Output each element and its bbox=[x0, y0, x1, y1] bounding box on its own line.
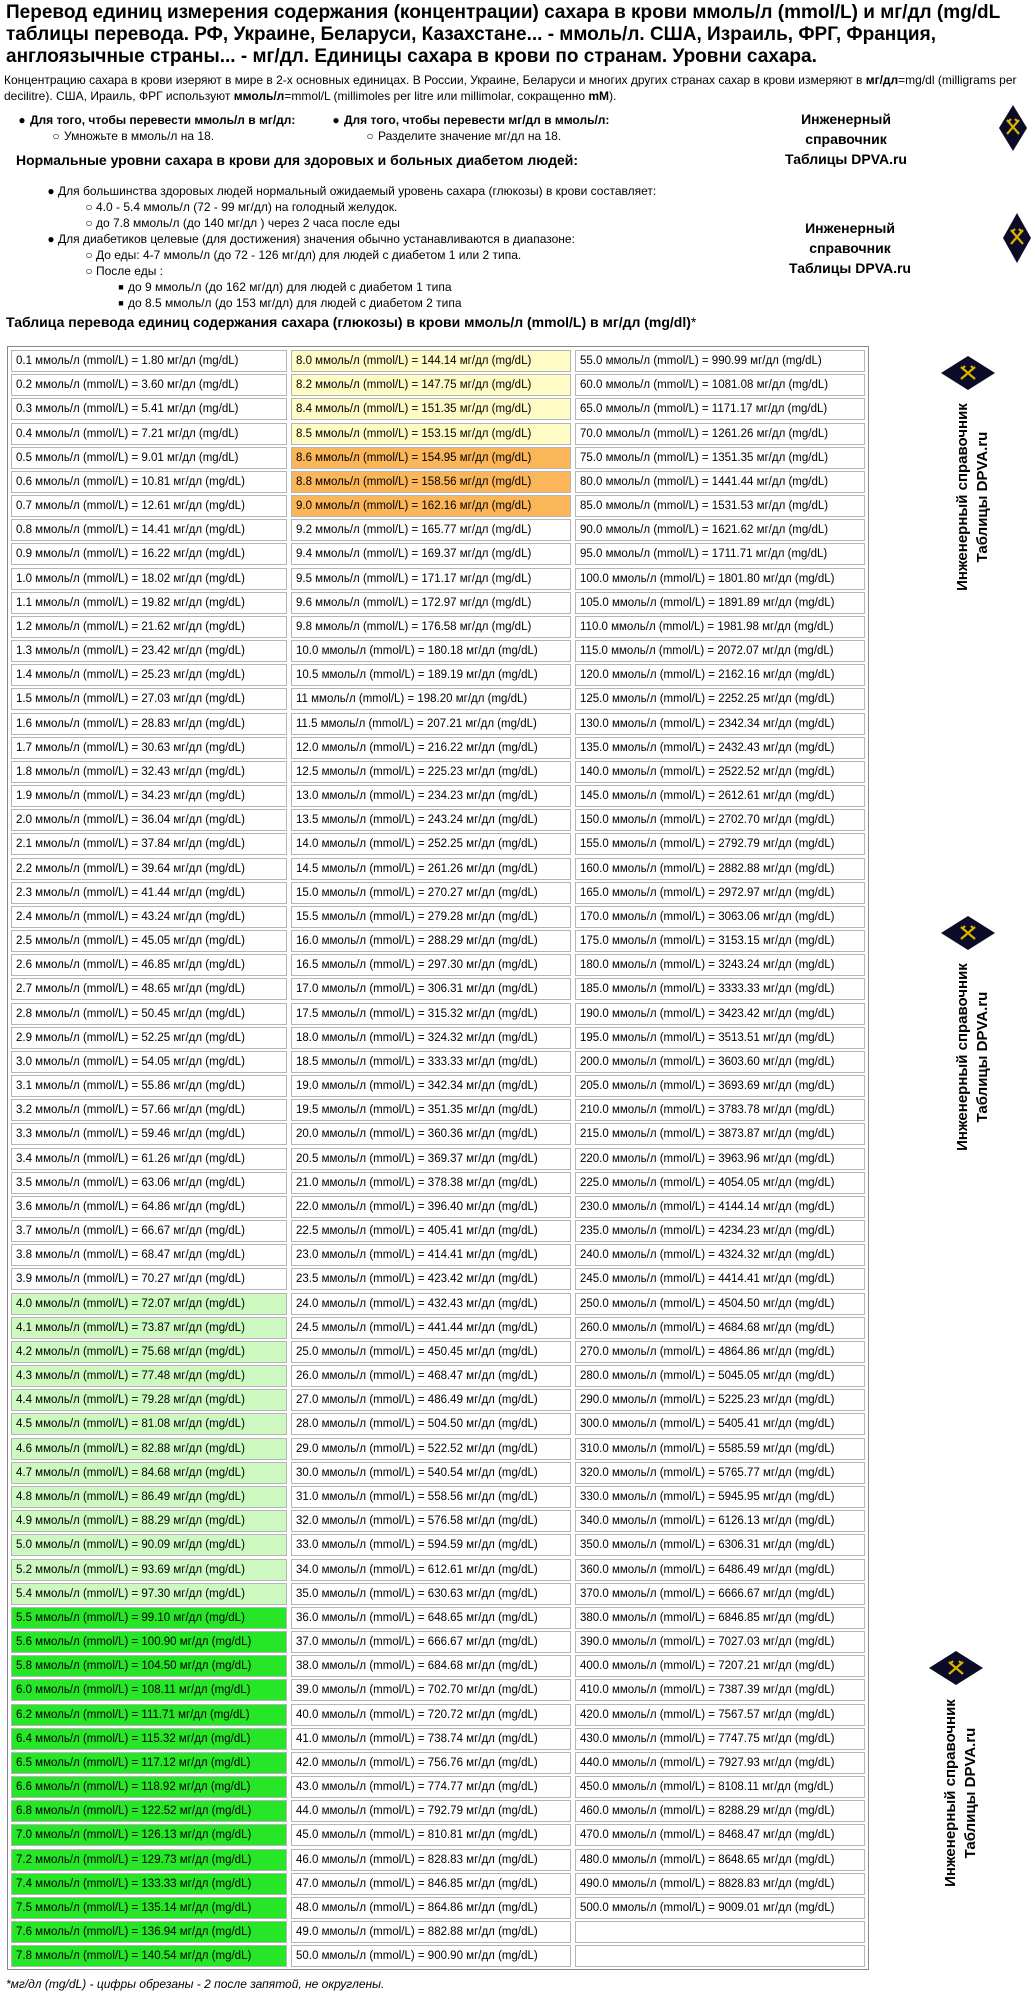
table-cell: 400.0 ммоль/л (mmol/L) = 7207.21 мг/дл (mg/dL) bbox=[575, 1655, 865, 1677]
table-cell: 3.1 ммоль/л (mmol/L) = 55.86 мг/дл (mg/dL) bbox=[11, 1075, 287, 1097]
table-cell: 4.9 ммоль/л (mmol/L) = 88.29 мг/дл (mg/dL) bbox=[11, 1510, 287, 1532]
table-cell: 205.0 ммоль/л (mmol/L) = 3693.69 мг/дл (mg/dL) bbox=[575, 1075, 865, 1097]
logo-line-2: Таблицы DPVA.ru bbox=[974, 991, 991, 1123]
table-cell: 46.0 ммоль/л (mmol/L) = 828.83 мг/дл (mg/dL) bbox=[291, 1849, 571, 1871]
table-cell: 1.7 ммоль/л (mmol/L) = 30.63 мг/дл (mg/dL) bbox=[11, 737, 287, 759]
table-cell: 165.0 ммоль/л (mmol/L) = 2972.97 мг/дл (mg/dL) bbox=[575, 882, 865, 904]
table-cell: 23.0 ммоль/л (mmol/L) = 414.41 мг/дл (mg/dL) bbox=[291, 1244, 571, 1266]
table-cell: 18.5 ммоль/л (mmol/L) = 333.33 мг/дл (mg/dL) bbox=[291, 1051, 571, 1073]
table-cell: 370.0 ммоль/л (mmol/L) = 6666.67 мг/дл (mg/dL) bbox=[575, 1583, 865, 1605]
list-item bbox=[44, 199, 656, 215]
dpva-vertical-logo[interactable] bbox=[945, 392, 1005, 602]
table-cell: 3.2 ммоль/л (mmol/L) = 57.66 мг/дл (mg/dL) bbox=[11, 1099, 287, 1121]
table-cell: 2.2 ммоль/л (mmol/L) = 39.64 мг/дл (mg/dL) bbox=[11, 858, 287, 880]
bullet-icon: ● bbox=[47, 232, 55, 246]
table-cell: 0.1 ммоль/л (mmol/L) = 1.80 мг/дл (mg/dL) bbox=[11, 350, 287, 372]
table-cell: 9.2 ммоль/л (mmol/L) = 165.77 мг/дл (mg/dL) bbox=[291, 519, 571, 541]
list-item-text: 4.0 - 5.4 ммоль/л (72 - 99 мг/дл) на голодный желудок. bbox=[96, 200, 398, 214]
table-cell: 230.0 ммоль/л (mmol/L) = 4144.14 мг/дл (mg/dL) bbox=[575, 1196, 865, 1218]
table-cell: 12.0 ммоль/л (mmol/L) = 216.22 мг/дл (mg/dL) bbox=[291, 737, 571, 759]
circle-bullet-icon: ○ bbox=[366, 129, 374, 143]
table-cell: 480.0 ммоль/л (mmol/L) = 8648.65 мг/дл (mg/dL) bbox=[575, 1849, 865, 1871]
table-cell: 30.0 ммоль/л (mmol/L) = 540.54 мг/дл (mg/dL) bbox=[291, 1462, 571, 1484]
table-cell: 85.0 ммоль/л (mmol/L) = 1531.53 мг/дл (mg/dL) bbox=[575, 495, 865, 517]
table-cell: 38.0 ммоль/л (mmol/L) = 684.68 мг/дл (mg/dL) bbox=[291, 1655, 571, 1677]
table-cell: 1.6 ммоль/л (mmol/L) = 28.83 мг/дл (mg/dL) bbox=[11, 713, 287, 735]
table-cell: 22.5 ммоль/л (mmol/L) = 405.41 мг/дл (mg/dL) bbox=[291, 1220, 571, 1242]
page-title: Перевод единиц измерения содержания (концентрации) сахара в крови ммоль/л (mmol/L) и мг/дл (mg/dL таблицы перевода. РФ, Украине, Беларуси, Казахстане... - ммоль/л. США, Израиль, ФРГ, Франция, англоязычные страны... - мг/дл. Единицы сахара в крови по странам. Уровни сахара. bbox=[6, 2, 1000, 67]
list-item-text: до 7.8 ммоль/л (до 140 мг/дл ) через 2 часа после еды bbox=[96, 216, 400, 230]
table-cell: 470.0 ммоль/л (mmol/L) = 8468.47 мг/дл (mg/dL) bbox=[575, 1824, 865, 1846]
table-cell: 5.0 ммоль/л (mmol/L) = 90.09 мг/дл (mg/dL) bbox=[11, 1534, 287, 1556]
table-cell: 340.0 ммоль/л (mmol/L) = 6126.13 мг/дл (mg/dL) bbox=[575, 1510, 865, 1532]
table-cell: 220.0 ммоль/л (mmol/L) = 3963.96 мг/дл (mg/dL) bbox=[575, 1148, 865, 1170]
list-item bbox=[44, 279, 656, 295]
table-cell: 49.0 ммоль/л (mmol/L) = 882.88 мг/дл (mg/dL) bbox=[291, 1921, 571, 1943]
table-cell: 5.4 ммоль/л (mmol/L) = 97.30 мг/дл (mg/dL) bbox=[11, 1583, 287, 1605]
dpva-diamond-icon bbox=[1002, 212, 1032, 264]
table-cell: 44.0 ммоль/л (mmol/L) = 792.79 мг/дл (mg/dL) bbox=[291, 1800, 571, 1822]
table-cell: 2.7 ммоль/л (mmol/L) = 48.65 мг/дл (mg/dL) bbox=[11, 978, 287, 1000]
table-cell: 23.5 ммоль/л (mmol/L) = 423.42 мг/дл (mg/dL) bbox=[291, 1268, 571, 1290]
table-cell: 190.0 ммоль/л (mmol/L) = 3423.42 мг/дл (mg/dL) bbox=[575, 1003, 865, 1025]
table-cell: 9.4 ммоль/л (mmol/L) = 169.37 мг/дл (mg/dL) bbox=[291, 543, 571, 565]
dpva-vertical-logo[interactable] bbox=[933, 1688, 993, 1898]
table-cell: 120.0 ммоль/л (mmol/L) = 2162.16 мг/дл (mg/dL) bbox=[575, 664, 865, 686]
table-cell: 7.0 ммоль/л (mmol/L) = 126.13 мг/дл (mg/dL) bbox=[11, 1824, 287, 1846]
dpva-vertical-logo[interactable] bbox=[945, 952, 1005, 1162]
table-cell: 7.2 ммоль/л (mmol/L) = 129.73 мг/дл (mg/dL) bbox=[11, 1849, 287, 1871]
list-item bbox=[44, 183, 656, 199]
table-cell: 32.0 ммоль/л (mmol/L) = 576.58 мг/дл (mg/dL) bbox=[291, 1510, 571, 1532]
logo-vertical-text bbox=[953, 952, 993, 1162]
square-bullet-icon: ■ bbox=[118, 298, 124, 308]
logo-line-1: Инженерный справочник bbox=[805, 220, 895, 256]
table-cell: 225.0 ммоль/л (mmol/L) = 4054.05 мг/дл (mg/dL) bbox=[575, 1172, 865, 1194]
logo-line-2: Таблицы DPVA.ru bbox=[785, 151, 907, 167]
table-cell: 95.0 ммоль/л (mmol/L) = 1711.71 мг/дл (mg/dL) bbox=[575, 543, 865, 565]
table-cell: 135.0 ммоль/л (mmol/L) = 2432.43 мг/дл (mg/dL) bbox=[575, 737, 865, 759]
table-cell: 460.0 ммоль/л (mmol/L) = 8288.29 мг/дл (mg/dL) bbox=[575, 1800, 865, 1822]
table-cell: 39.0 ммоль/л (mmol/L) = 702.70 мг/дл (mg/dL) bbox=[291, 1679, 571, 1701]
table-cell: 29.0 ммоль/л (mmol/L) = 522.52 мг/дл (mg/dL) bbox=[291, 1438, 571, 1460]
table-cell: 240.0 ммоль/л (mmol/L) = 4324.32 мг/дл (mg/dL) bbox=[575, 1244, 865, 1266]
logo-line-1: Инженерный справочник bbox=[942, 1699, 959, 1887]
table-cell: 2.3 ммоль/л (mmol/L) = 41.44 мг/дл (mg/dL) bbox=[11, 882, 287, 904]
table-cell: 14.0 ммоль/л (mmol/L) = 252.25 мг/дл (mg/dL) bbox=[291, 833, 571, 855]
table-cell: 9.0 ммоль/л (mmol/L) = 162.16 мг/дл (mg/dL) bbox=[291, 495, 571, 517]
list-item bbox=[44, 295, 656, 311]
logo-line-2: Таблицы DPVA.ru bbox=[974, 431, 991, 563]
table-cell: 8.4 ммоль/л (mmol/L) = 151.35 мг/дл (mg/dL) bbox=[291, 398, 571, 420]
table-cell: 10.0 ммоль/л (mmol/L) = 180.18 мг/дл (mg/dL) bbox=[291, 640, 571, 662]
table-cell: 27.0 ммоль/л (mmol/L) = 486.49 мг/дл (mg/dL) bbox=[291, 1389, 571, 1411]
table-cell: 130.0 ммоль/л (mmol/L) = 2342.34 мг/дл (mg/dL) bbox=[575, 713, 865, 735]
table-cell: 410.0 ммоль/л (mmol/L) = 7387.39 мг/дл (mg/dL) bbox=[575, 1679, 865, 1701]
table-cell: 390.0 ммоль/л (mmol/L) = 7027.03 мг/дл (mg/dL) bbox=[575, 1631, 865, 1653]
table-cell: 17.0 ммоль/л (mmol/L) = 306.31 мг/дл (mg/dL) bbox=[291, 978, 571, 1000]
list-item bbox=[44, 215, 656, 231]
table-cell: 290.0 ммоль/л (mmol/L) = 5225.23 мг/дл (mg/dL) bbox=[575, 1389, 865, 1411]
table-cell: 47.0 ммоль/л (mmol/L) = 846.85 мг/дл (mg/dL) bbox=[291, 1873, 571, 1895]
table-cell: 50.0 ммоль/л (mmol/L) = 900.90 мг/дл (mg/dL) bbox=[291, 1945, 571, 1967]
footnote-marker: * bbox=[690, 314, 697, 330]
table-cell: 16.5 ммоль/л (mmol/L) = 297.30 мг/дл (mg/dL) bbox=[291, 954, 571, 976]
table-cell: 25.0 ммоль/л (mmol/L) = 450.45 мг/дл (mg/dL) bbox=[291, 1341, 571, 1363]
table-cell: 4.0 ммоль/л (mmol/L) = 72.07 мг/дл (mg/dL) bbox=[11, 1293, 287, 1315]
table-cell: 3.5 ммоль/л (mmol/L) = 63.06 мг/дл (mg/dL) bbox=[11, 1172, 287, 1194]
table-cell: 55.0 ммоль/л (mmol/L) = 990.99 мг/дл (mg/dL) bbox=[575, 350, 865, 372]
table-cell: 3.7 ммоль/л (mmol/L) = 66.67 мг/дл (mg/dL) bbox=[11, 1220, 287, 1242]
table-cell: 65.0 ммоль/л (mmol/L) = 1171.17 мг/дл (mg/dL) bbox=[575, 398, 865, 420]
list-item-text: до 9 ммоль/л (до 162 мг/дл) для людей с диабетом 1 типа bbox=[128, 280, 452, 294]
intro-unit-mm: mM bbox=[588, 89, 610, 103]
table-cell: 28.0 ммоль/л (mmol/L) = 504.50 мг/дл (mg/dL) bbox=[291, 1413, 571, 1435]
square-bullet-icon: ■ bbox=[118, 282, 124, 292]
table-cell: 14.5 ммоль/л (mmol/L) = 261.26 мг/дл (mg/dL) bbox=[291, 858, 571, 880]
table-cell: 2.9 ммоль/л (mmol/L) = 52.25 мг/дл (mg/dL) bbox=[11, 1027, 287, 1049]
table-cell: 3.9 ммоль/л (mmol/L) = 70.27 мг/дл (mg/dL) bbox=[11, 1268, 287, 1290]
table-cell: 0.6 ммоль/л (mmol/L) = 10.81 мг/дл (mg/dL) bbox=[11, 471, 287, 493]
table-cell: 450.0 ммоль/л (mmol/L) = 8108.11 мг/дл (mg/dL) bbox=[575, 1776, 865, 1798]
table-cell: 3.0 ммоль/л (mmol/L) = 54.05 мг/дл (mg/dL) bbox=[11, 1051, 287, 1073]
normal-levels-list bbox=[44, 183, 656, 311]
table-cell: 33.0 ммоль/л (mmol/L) = 594.59 мг/дл (mg/dL) bbox=[291, 1534, 571, 1556]
intro-text: ). bbox=[609, 89, 617, 103]
list-item-text: до 8.5 ммоль/л (до 153 мг/дл) для людей с диабетом 2 типа bbox=[128, 296, 462, 310]
intro-text: =mg/dl (milligrams per decilitre). США, Ираиль, ФРГ используют bbox=[4, 73, 1017, 103]
table-cell: 7.5 ммоль/л (mmol/L) = 135.14 мг/дл (mg/dL) bbox=[11, 1897, 287, 1919]
table-cell: 18.0 ммоль/л (mmol/L) = 324.32 мг/дл (mg/dL) bbox=[291, 1027, 571, 1049]
logo-line-2: Таблицы DPVA.ru bbox=[962, 1727, 979, 1859]
footnote: *мг/дл (mg/dL) - цифры обрезаны - 2 после запятой, не округлены. bbox=[6, 1977, 385, 1991]
table-cell: 4.5 ммоль/л (mmol/L) = 81.08 мг/дл (mg/dL) bbox=[11, 1413, 287, 1435]
table-cell: 1.9 ммоль/л (mmol/L) = 34.23 мг/дл (mg/dL) bbox=[11, 785, 287, 807]
table-cell: 490.0 ммоль/л (mmol/L) = 8828.83 мг/дл (mg/dL) bbox=[575, 1873, 865, 1895]
howto-heading: Для того, чтобы перевести мг/дл в ммоль/л: bbox=[344, 113, 610, 127]
table-cell: 19.0 ммоль/л (mmol/L) = 342.34 мг/дл (mg/dL) bbox=[291, 1075, 571, 1097]
table-cell: 35.0 ммоль/л (mmol/L) = 630.63 мг/дл (mg/dL) bbox=[291, 1583, 571, 1605]
dpva-logo[interactable] bbox=[770, 218, 930, 278]
intro-paragraph bbox=[4, 72, 1024, 104]
table-cell: 70.0 ммоль/л (mmol/L) = 1261.26 мг/дл (mg/dL) bbox=[575, 423, 865, 445]
table-cell: 170.0 ммоль/л (mmol/L) = 3063.06 мг/дл (mg/dL) bbox=[575, 906, 865, 928]
table-cell: 75.0 ммоль/л (mmol/L) = 1351.35 мг/дл (mg/dL) bbox=[575, 447, 865, 469]
list-item-text: Для большинства здоровых людей нормальный ожидаемый уровень сахара (глюкозы) в крови составляет: bbox=[58, 184, 657, 198]
conversion-table bbox=[7, 346, 869, 1970]
dpva-diamond-icon bbox=[998, 104, 1028, 152]
table-cell bbox=[575, 1921, 865, 1943]
table-cell: 12.5 ммоль/л (mmol/L) = 225.23 мг/дл (mg/dL) bbox=[291, 761, 571, 783]
table-cell: 250.0 ммоль/л (mmol/L) = 4504.50 мг/дл (mg/dL) bbox=[575, 1293, 865, 1315]
table-cell: 22.0 ммоль/л (mmol/L) = 396.40 мг/дл (mg/dL) bbox=[291, 1196, 571, 1218]
table-cell: 4.7 ммоль/л (mmol/L) = 84.68 мг/дл (mg/dL) bbox=[11, 1462, 287, 1484]
table-cell: 320.0 ммоль/л (mmol/L) = 5765.77 мг/дл (mg/dL) bbox=[575, 1462, 865, 1484]
table-cell: 115.0 ммоль/л (mmol/L) = 2072.07 мг/дл (mg/dL) bbox=[575, 640, 865, 662]
table-cell: 245.0 ммоль/л (mmol/L) = 4414.41 мг/дл (mg/dL) bbox=[575, 1268, 865, 1290]
table-cell: 440.0 ммоль/л (mmol/L) = 7927.93 мг/дл (mg/dL) bbox=[575, 1752, 865, 1774]
table-cell: 41.0 ммоль/л (mmol/L) = 738.74 мг/дл (mg/dL) bbox=[291, 1728, 571, 1750]
table-cell: 34.0 ммоль/л (mmol/L) = 612.61 мг/дл (mg/dL) bbox=[291, 1559, 571, 1581]
list-item-text: После еды : bbox=[96, 264, 164, 278]
table-cell: 2.1 ммоль/л (mmol/L) = 37.84 мг/дл (mg/dL) bbox=[11, 833, 287, 855]
table-cell: 155.0 ммоль/л (mmol/L) = 2792.79 мг/дл (mg/dL) bbox=[575, 833, 865, 855]
table-cell: 5.5 ммоль/л (mmol/L) = 99.10 мг/дл (mg/dL) bbox=[11, 1607, 287, 1629]
table-cell: 13.5 ммоль/л (mmol/L) = 243.24 мг/дл (mg/dL) bbox=[291, 809, 571, 831]
table-cell: 1.8 ммоль/л (mmol/L) = 32.43 мг/дл (mg/dL) bbox=[11, 761, 287, 783]
table-cell: 280.0 ммоль/л (mmol/L) = 5045.05 мг/дл (mg/dL) bbox=[575, 1365, 865, 1387]
table-cell: 8.8 ммоль/л (mmol/L) = 158.56 мг/дл (mg/dL) bbox=[291, 471, 571, 493]
table-cell: 3.6 ммоль/л (mmol/L) = 64.86 мг/дл (mg/dL) bbox=[11, 1196, 287, 1218]
table-cell: 215.0 ммоль/л (mmol/L) = 3873.87 мг/дл (mg/dL) bbox=[575, 1123, 865, 1145]
dpva-logo[interactable] bbox=[766, 109, 926, 169]
table-cell: 4.4 ммоль/л (mmol/L) = 79.28 мг/дл (mg/dL) bbox=[11, 1389, 287, 1411]
table-cell: 1.3 ммоль/л (mmol/L) = 23.42 мг/дл (mg/dL) bbox=[11, 640, 287, 662]
table-cell: 7.4 ммоль/л (mmol/L) = 133.33 мг/дл (mg/dL) bbox=[11, 1873, 287, 1895]
table-cell: 1.2 ммоль/л (mmol/L) = 21.62 мг/дл (mg/dL) bbox=[11, 616, 287, 638]
table-cell: 2.0 ммоль/л (mmol/L) = 36.04 мг/дл (mg/dL) bbox=[11, 809, 287, 831]
logo-line-1: Инженерный справочник bbox=[954, 963, 971, 1151]
table-cell: 195.0 ммоль/л (mmol/L) = 3513.51 мг/дл (mg/dL) bbox=[575, 1027, 865, 1049]
normal-levels-heading: Нормальные уровни сахара в крови для здоровых и больных диабетом людей: bbox=[16, 152, 579, 168]
table-cell: 310.0 ммоль/л (mmol/L) = 5585.59 мг/дл (mg/dL) bbox=[575, 1438, 865, 1460]
table-cell: 3.3 ммоль/л (mmol/L) = 59.46 мг/дл (mg/dL) bbox=[11, 1123, 287, 1145]
table-cell: 43.0 ммоль/л (mmol/L) = 774.77 мг/дл (mg/dL) bbox=[291, 1776, 571, 1798]
table-cell: 6.8 ммоль/л (mmol/L) = 122.52 мг/дл (mg/dL) bbox=[11, 1800, 287, 1822]
table-cell: 9.5 ммоль/л (mmol/L) = 171.17 мг/дл (mg/dL) bbox=[291, 568, 571, 590]
table-cell: 420.0 ммоль/л (mmol/L) = 7567.57 мг/дл (mg/dL) bbox=[575, 1704, 865, 1726]
table-cell: 80.0 ммоль/л (mmol/L) = 1441.44 мг/дл (mg/dL) bbox=[575, 471, 865, 493]
table-cell: 4.8 ммоль/л (mmol/L) = 86.49 мг/дл (mg/dL) bbox=[11, 1486, 287, 1508]
table-cell: 5.6 ммоль/л (mmol/L) = 100.90 мг/дл (mg/dL) bbox=[11, 1631, 287, 1653]
table-cell: 20.5 ммоль/л (mmol/L) = 369.37 мг/дл (mg/dL) bbox=[291, 1148, 571, 1170]
table-cell: 21.0 ммоль/л (mmol/L) = 378.38 мг/дл (mg/dL) bbox=[291, 1172, 571, 1194]
table-cell: 0.7 ммоль/л (mmol/L) = 12.61 мг/дл (mg/dL) bbox=[11, 495, 287, 517]
table-cell: 40.0 ммоль/л (mmol/L) = 720.72 мг/дл (mg/dL) bbox=[291, 1704, 571, 1726]
table-cell: 11 ммоль/л (mmol/L) = 198.20 мг/дл (mg/dL) bbox=[291, 688, 571, 710]
table-cell: 3.8 ммоль/л (mmol/L) = 68.47 мг/дл (mg/dL) bbox=[11, 1244, 287, 1266]
table-cell: 9.8 ммоль/л (mmol/L) = 176.58 мг/дл (mg/dL) bbox=[291, 616, 571, 638]
table-cell: 2.8 ммоль/л (mmol/L) = 50.45 мг/дл (mg/dL) bbox=[11, 1003, 287, 1025]
table-cell: 175.0 ммоль/л (mmol/L) = 3153.15 мг/дл (mg/dL) bbox=[575, 930, 865, 952]
table-cell: 24.5 ммоль/л (mmol/L) = 441.44 мг/дл (mg/dL) bbox=[291, 1317, 571, 1339]
bullet-icon: ● bbox=[47, 184, 55, 198]
circle-bullet-icon: ○ bbox=[85, 248, 93, 262]
table-cell: 210.0 ммоль/л (mmol/L) = 3783.78 мг/дл (mg/dL) bbox=[575, 1099, 865, 1121]
list-item-text: Для диабетиков целевые (для достижения) значения обычно устанавливаются в диапазоне: bbox=[58, 232, 575, 246]
table-cell bbox=[575, 1945, 865, 1967]
table-cell: 2.5 ммоль/л (mmol/L) = 45.05 мг/дл (mg/dL) bbox=[11, 930, 287, 952]
table-cell: 110.0 ммоль/л (mmol/L) = 1981.98 мг/дл (mg/dL) bbox=[575, 616, 865, 638]
table-cell: 0.2 ммоль/л (mmol/L) = 3.60 мг/дл (mg/dL) bbox=[11, 374, 287, 396]
table-cell: 105.0 ммоль/л (mmol/L) = 1891.89 мг/дл (mg/dL) bbox=[575, 592, 865, 614]
table-cell: 48.0 ммоль/л (mmol/L) = 864.86 мг/дл (mg/dL) bbox=[291, 1897, 571, 1919]
table-cell: 125.0 ммоль/л (mmol/L) = 2252.25 мг/дл (mg/dL) bbox=[575, 688, 865, 710]
howto-heading: Для того, чтобы перевести ммоль/л в мг/дл: bbox=[30, 113, 296, 127]
table-cell: 1.5 ммоль/л (mmol/L) = 27.03 мг/дл (mg/dL) bbox=[11, 688, 287, 710]
table-cell: 2.4 ммоль/л (mmol/L) = 43.24 мг/дл (mg/dL) bbox=[11, 906, 287, 928]
table-cell: 17.5 ммоль/л (mmol/L) = 315.32 мг/дл (mg/dL) bbox=[291, 1003, 571, 1025]
table-cell: 0.5 ммоль/л (mmol/L) = 9.01 мг/дл (mg/dL) bbox=[11, 447, 287, 469]
table-cell: 185.0 ммоль/л (mmol/L) = 3333.33 мг/дл (mg/dL) bbox=[575, 978, 865, 1000]
circle-bullet-icon: ○ bbox=[52, 129, 60, 143]
table-cell: 6.6 ммоль/л (mmol/L) = 118.92 мг/дл (mg/dL) bbox=[11, 1776, 287, 1798]
table-cell: 270.0 ммоль/л (mmol/L) = 4864.86 мг/дл (mg/dL) bbox=[575, 1341, 865, 1363]
list-item-text: До еды: 4-7 ммоль/л (до 72 - 126 мг/дл) для людей с диабетом 1 или 2 типа. bbox=[96, 248, 522, 262]
table-cell: 235.0 ммоль/л (mmol/L) = 4234.23 мг/дл (mg/dL) bbox=[575, 1220, 865, 1242]
table-cell: 5.8 ммоль/л (mmol/L) = 104.50 мг/дл (mg/dL) bbox=[11, 1655, 287, 1677]
table-cell: 7.8 ммоль/л (mmol/L) = 140.54 мг/дл (mg/dL) bbox=[11, 1945, 287, 1967]
logo-line-1: Инженерный справочник bbox=[801, 111, 891, 147]
list-item bbox=[44, 231, 656, 247]
table-cell: 200.0 ммоль/л (mmol/L) = 3603.60 мг/дл (mg/dL) bbox=[575, 1051, 865, 1073]
circle-bullet-icon: ○ bbox=[85, 264, 93, 278]
bullet-icon: ● bbox=[332, 113, 340, 127]
table-cell: 15.0 ммоль/л (mmol/L) = 270.27 мг/дл (mg/dL) bbox=[291, 882, 571, 904]
table-cell: 360.0 ммоль/л (mmol/L) = 6486.49 мг/дл (mg/dL) bbox=[575, 1559, 865, 1581]
logo-line-1: Инженерный справочник bbox=[954, 403, 971, 591]
table-cell: 37.0 ммоль/л (mmol/L) = 666.67 мг/дл (mg/dL) bbox=[291, 1631, 571, 1653]
table-cell: 145.0 ммоль/л (mmol/L) = 2612.61 мг/дл (mg/dL) bbox=[575, 785, 865, 807]
circle-bullet-icon: ○ bbox=[85, 216, 93, 230]
table-cell: 90.0 ммоль/л (mmol/L) = 1621.62 мг/дл (mg/dL) bbox=[575, 519, 865, 541]
table-cell: 16.0 ммоль/л (mmol/L) = 288.29 мг/дл (mg/dL) bbox=[291, 930, 571, 952]
table-cell: 260.0 ммоль/л (mmol/L) = 4684.68 мг/дл (mg/dL) bbox=[575, 1317, 865, 1339]
table-cell: 4.3 ммоль/л (mmol/L) = 77.48 мг/дл (mg/dL) bbox=[11, 1365, 287, 1387]
table-cell: 10.5 ммоль/л (mmol/L) = 189.19 мг/дл (mg/dL) bbox=[291, 664, 571, 686]
table-cell: 42.0 ммоль/л (mmol/L) = 756.76 мг/дл (mg/dL) bbox=[291, 1752, 571, 1774]
table-cell: 1.1 ммоль/л (mmol/L) = 19.82 мг/дл (mg/dL) bbox=[11, 592, 287, 614]
table-cell: 0.4 ммоль/л (mmol/L) = 7.21 мг/дл (mg/dL) bbox=[11, 423, 287, 445]
intro-unit-mgdl: мг/дл bbox=[865, 73, 899, 87]
table-cell: 2.6 ммоль/л (mmol/L) = 46.85 мг/дл (mg/dL) bbox=[11, 954, 287, 976]
table-cell: 330.0 ммоль/л (mmol/L) = 5945.95 мг/дл (mg/dL) bbox=[575, 1486, 865, 1508]
dpva-diamond-icon bbox=[940, 915, 996, 951]
table-cell: 500.0 ммоль/л (mmol/L) = 9009.01 мг/дл (mg/dL) bbox=[575, 1897, 865, 1919]
howto-step: Разделите значение мг/дл на 18. bbox=[378, 129, 562, 143]
table-cell: 13.0 ммоль/л (mmol/L) = 234.23 мг/дл (mg/dL) bbox=[291, 785, 571, 807]
table-cell: 140.0 ммоль/л (mmol/L) = 2522.52 мг/дл (mg/dL) bbox=[575, 761, 865, 783]
table-cell: 160.0 ммоль/л (mmol/L) = 2882.88 мг/дл (mg/dL) bbox=[575, 858, 865, 880]
table-caption-text: Таблица перевода единиц содержания сахара (глюкозы) в крови ммоль/л (mmol/L) в мг/дл (mg/dl) bbox=[6, 314, 691, 330]
table-cell: 6.4 ммоль/л (mmol/L) = 115.32 мг/дл (mg/dL) bbox=[11, 1728, 287, 1750]
table-cell: 150.0 ммоль/л (mmol/L) = 2702.70 мг/дл (mg/dL) bbox=[575, 809, 865, 831]
table-caption bbox=[6, 313, 696, 331]
table-cell: 31.0 ммоль/л (mmol/L) = 558.56 мг/дл (mg/dL) bbox=[291, 1486, 571, 1508]
table-cell: 6.0 ммоль/л (mmol/L) = 108.11 мг/дл (mg/dL) bbox=[11, 1679, 287, 1701]
table-cell: 8.5 ммоль/л (mmol/L) = 153.15 мг/дл (mg/dL) bbox=[291, 423, 571, 445]
table-cell: 180.0 ммоль/л (mmol/L) = 3243.24 мг/дл (mg/dL) bbox=[575, 954, 865, 976]
table-cell: 430.0 ммоль/л (mmol/L) = 7747.75 мг/дл (mg/dL) bbox=[575, 1728, 865, 1750]
table-cell: 45.0 ммоль/л (mmol/L) = 810.81 мг/дл (mg/dL) bbox=[291, 1824, 571, 1846]
table-cell: 8.0 ммоль/л (mmol/L) = 144.14 мг/дл (mg/dL) bbox=[291, 350, 571, 372]
table-cell: 4.1 ммоль/л (mmol/L) = 73.87 мг/дл (mg/dL) bbox=[11, 1317, 287, 1339]
table-cell: 4.6 ммоль/л (mmol/L) = 82.88 мг/дл (mg/dL) bbox=[11, 1438, 287, 1460]
bullet-icon: ● bbox=[18, 113, 26, 127]
table-cell: 9.6 ммоль/л (mmol/L) = 172.97 мг/дл (mg/dL) bbox=[291, 592, 571, 614]
dpva-diamond-icon bbox=[940, 355, 996, 391]
intro-text: =mmol/L (millimoles per litre или millimolar, сокращенно bbox=[284, 89, 589, 103]
table-cell: 300.0 ммоль/л (mmol/L) = 5405.41 мг/дл (mg/dL) bbox=[575, 1413, 865, 1435]
table-cell: 60.0 ммоль/л (mmol/L) = 1081.08 мг/дл (mg/dL) bbox=[575, 374, 865, 396]
table-cell: 6.5 ммоль/л (mmol/L) = 117.12 мг/дл (mg/dL) bbox=[11, 1752, 287, 1774]
table-cell: 36.0 ммоль/л (mmol/L) = 648.65 мг/дл (mg/dL) bbox=[291, 1607, 571, 1629]
howto-step: Умножьте в ммоль/л на 18. bbox=[64, 129, 215, 143]
table-cell: 7.6 ммоль/л (mmol/L) = 136.94 мг/дл (mg/dL) bbox=[11, 1921, 287, 1943]
table-cell: 0.9 ммоль/л (mmol/L) = 16.22 мг/дл (mg/dL) bbox=[11, 543, 287, 565]
table-cell: 24.0 ммоль/л (mmol/L) = 432.43 мг/дл (mg/dL) bbox=[291, 1293, 571, 1315]
table-cell: 6.2 ммоль/л (mmol/L) = 111.71 мг/дл (mg/dL) bbox=[11, 1704, 287, 1726]
intro-unit-mmol: ммоль/л bbox=[233, 89, 285, 103]
logo-line-2: Таблицы DPVA.ru bbox=[789, 260, 911, 276]
logo-vertical-text bbox=[953, 392, 993, 602]
table-cell: 3.4 ммоль/л (mmol/L) = 61.26 мг/дл (mg/dL) bbox=[11, 1148, 287, 1170]
intro-text: Концентрацию сахара в крови изеряют в мире в 2-х основных единицах. В России, Украине, Беларуси и многих других странах сахар в крови измеряют в bbox=[4, 73, 866, 87]
howto-mgdl-to-mmol bbox=[328, 112, 609, 144]
table-cell: 8.2 ммоль/л (mmol/L) = 147.75 мг/дл (mg/dL) bbox=[291, 374, 571, 396]
list-item bbox=[44, 263, 656, 279]
howto-mmol-to-mgdl bbox=[14, 112, 295, 144]
list-item bbox=[44, 247, 656, 263]
table-cell: 100.0 ммоль/л (mmol/L) = 1801.80 мг/дл (mg/dL) bbox=[575, 568, 865, 590]
table-cell: 0.8 ммоль/л (mmol/L) = 14.41 мг/дл (mg/dL) bbox=[11, 519, 287, 541]
table-cell: 19.5 ммоль/л (mmol/L) = 351.35 мг/дл (mg/dL) bbox=[291, 1099, 571, 1121]
logo-vertical-text bbox=[941, 1688, 981, 1898]
table-cell: 1.4 ммоль/л (mmol/L) = 25.23 мг/дл (mg/dL) bbox=[11, 664, 287, 686]
table-cell: 1.0 ммоль/л (mmol/L) = 18.02 мг/дл (mg/dL) bbox=[11, 568, 287, 590]
table-cell: 350.0 ммоль/л (mmol/L) = 6306.31 мг/дл (mg/dL) bbox=[575, 1534, 865, 1556]
table-cell: 11.5 ммоль/л (mmol/L) = 207.21 мг/дл (mg/dL) bbox=[291, 713, 571, 735]
table-cell: 380.0 ммоль/л (mmol/L) = 6846.85 мг/дл (mg/dL) bbox=[575, 1607, 865, 1629]
table-cell: 15.5 ммоль/л (mmol/L) = 279.28 мг/дл (mg/dL) bbox=[291, 906, 571, 928]
table-cell: 26.0 ммоль/л (mmol/L) = 468.47 мг/дл (mg/dL) bbox=[291, 1365, 571, 1387]
table-cell: 20.0 ммоль/л (mmol/L) = 360.36 мг/дл (mg/dL) bbox=[291, 1123, 571, 1145]
dpva-diamond-icon bbox=[928, 1650, 984, 1686]
table-cell: 4.2 ммоль/л (mmol/L) = 75.68 мг/дл (mg/dL) bbox=[11, 1341, 287, 1363]
circle-bullet-icon: ○ bbox=[85, 200, 93, 214]
table-cell: 5.2 ммоль/л (mmol/L) = 93.69 мг/дл (mg/dL) bbox=[11, 1559, 287, 1581]
table-cell: 0.3 ммоль/л (mmol/L) = 5.41 мг/дл (mg/dL) bbox=[11, 398, 287, 420]
table-cell: 8.6 ммоль/л (mmol/L) = 154.95 мг/дл (mg/dL) bbox=[291, 447, 571, 469]
